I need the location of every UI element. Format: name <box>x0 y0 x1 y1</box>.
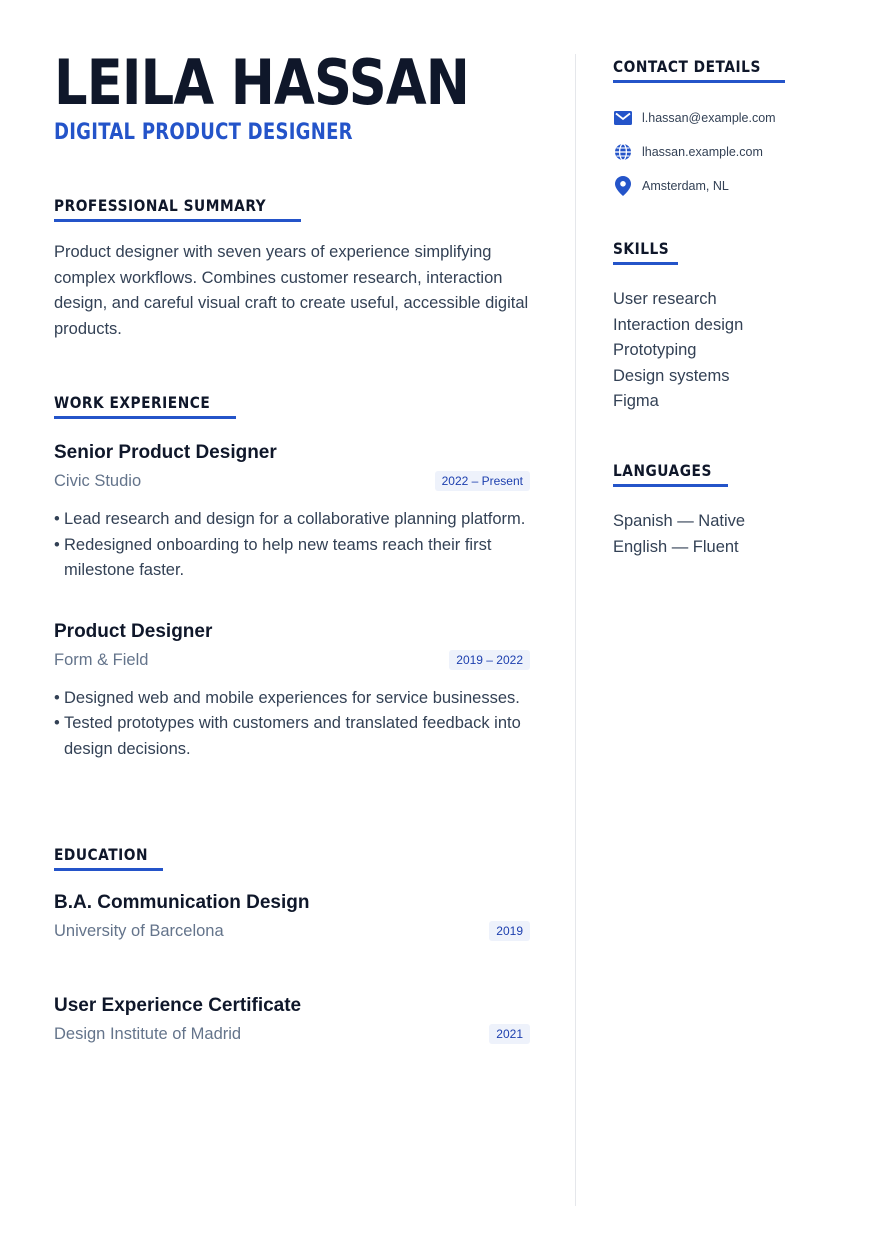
experience-section <box>54 393 530 762</box>
education-heading <box>54 845 163 871</box>
education-section <box>54 845 530 1046</box>
job-bullets <box>54 686 530 763</box>
summary-heading <box>54 196 301 222</box>
skill-item: Interaction design <box>613 315 744 334</box>
skills-heading-label: SKILLS <box>613 239 670 258</box>
contact-list <box>613 101 853 203</box>
education-meta <box>54 1022 530 1046</box>
sidebar-column <box>613 57 853 556</box>
education-school: University of Barcelona <box>54 922 224 940</box>
education-entry <box>54 891 530 943</box>
education-degree: B.A. Communication Design <box>54 892 310 913</box>
education-entry <box>54 994 530 1046</box>
skill-item: User research <box>613 290 717 308</box>
contact-email[interactable] <box>613 101 853 135</box>
date-badge: 2019 – 2022 <box>449 650 530 670</box>
column-divider <box>575 54 576 1206</box>
skills-heading <box>613 239 678 265</box>
job-meta <box>54 469 530 493</box>
contact-location-text: Amsterdam, NL <box>642 179 729 193</box>
languages-list <box>613 509 853 560</box>
job-entry <box>54 441 530 584</box>
skill-item: Figma <box>613 392 659 410</box>
contact-heading-label: CONTACT DETAILS <box>613 57 761 76</box>
language-item: English — Fluent <box>613 537 739 556</box>
skills-list <box>613 287 853 415</box>
contact-website[interactable] <box>613 135 853 169</box>
contact-section <box>613 57 853 203</box>
job-bullet: • Redesigned onboarding to help new teams reach their first milestone faster. <box>54 533 530 584</box>
year-badge: 2021 <box>489 1024 530 1044</box>
job-bullets <box>54 507 530 584</box>
language-item: Spanish — Native <box>613 512 746 530</box>
job-title: Senior Product Designer <box>54 442 277 463</box>
skills-section <box>613 239 853 415</box>
skill-item: Prototyping <box>613 341 697 359</box>
job-bullet: • Designed web and mobile experiences for service businesses. <box>54 686 530 712</box>
job-bullet: • Lead research and design for a collaborative planning platform. <box>54 507 530 533</box>
education-meta <box>54 919 530 943</box>
languages-heading <box>613 461 728 487</box>
experience-heading <box>54 393 236 419</box>
job-title: Product Designer <box>54 620 213 642</box>
job-bullet: • Tested prototypes with customers and translated feedback into design decisions. <box>54 711 530 762</box>
date-badge: 2022 – Present <box>435 471 530 491</box>
education-school: Design Institute of Madrid <box>54 1025 242 1043</box>
job-company: Form & Field <box>54 650 149 669</box>
languages-section <box>613 461 853 560</box>
contact-website-text: lhassan.example.com <box>642 145 763 159</box>
summary-text: Product designer with seven years of experience simplifying complex workflows. Combines customer research, interaction design, and careful visual craft to create useful, accessible digital products. <box>54 243 529 338</box>
job-meta <box>54 648 530 672</box>
main-column <box>54 46 530 1043</box>
job-company: Civic Studio <box>54 472 142 490</box>
summary-heading-label: PROFESSIONAL SUMMARY <box>54 196 267 215</box>
globe-icon <box>613 143 632 162</box>
contact-heading <box>613 57 785 83</box>
skill-item: Design systems <box>613 366 730 385</box>
contact-email-text: l.hassan@example.com <box>642 111 776 125</box>
year-badge: 2019 <box>489 921 530 941</box>
location-pin-icon <box>613 177 632 196</box>
education-heading-label: EDUCATION <box>54 845 149 864</box>
job-entry <box>54 620 530 763</box>
summary-section <box>54 196 530 342</box>
mail-icon <box>613 109 632 128</box>
experience-heading-label: WORK EXPERIENCE <box>54 393 211 412</box>
contact-location <box>613 169 853 203</box>
education-degree: User Experience Certificate <box>54 995 302 1016</box>
languages-heading-label: LANGUAGES <box>613 461 712 480</box>
candidate-name: LEILA HASSAN <box>54 46 470 119</box>
candidate-role: DIGITAL PRODUCT DESIGNER <box>54 120 353 145</box>
